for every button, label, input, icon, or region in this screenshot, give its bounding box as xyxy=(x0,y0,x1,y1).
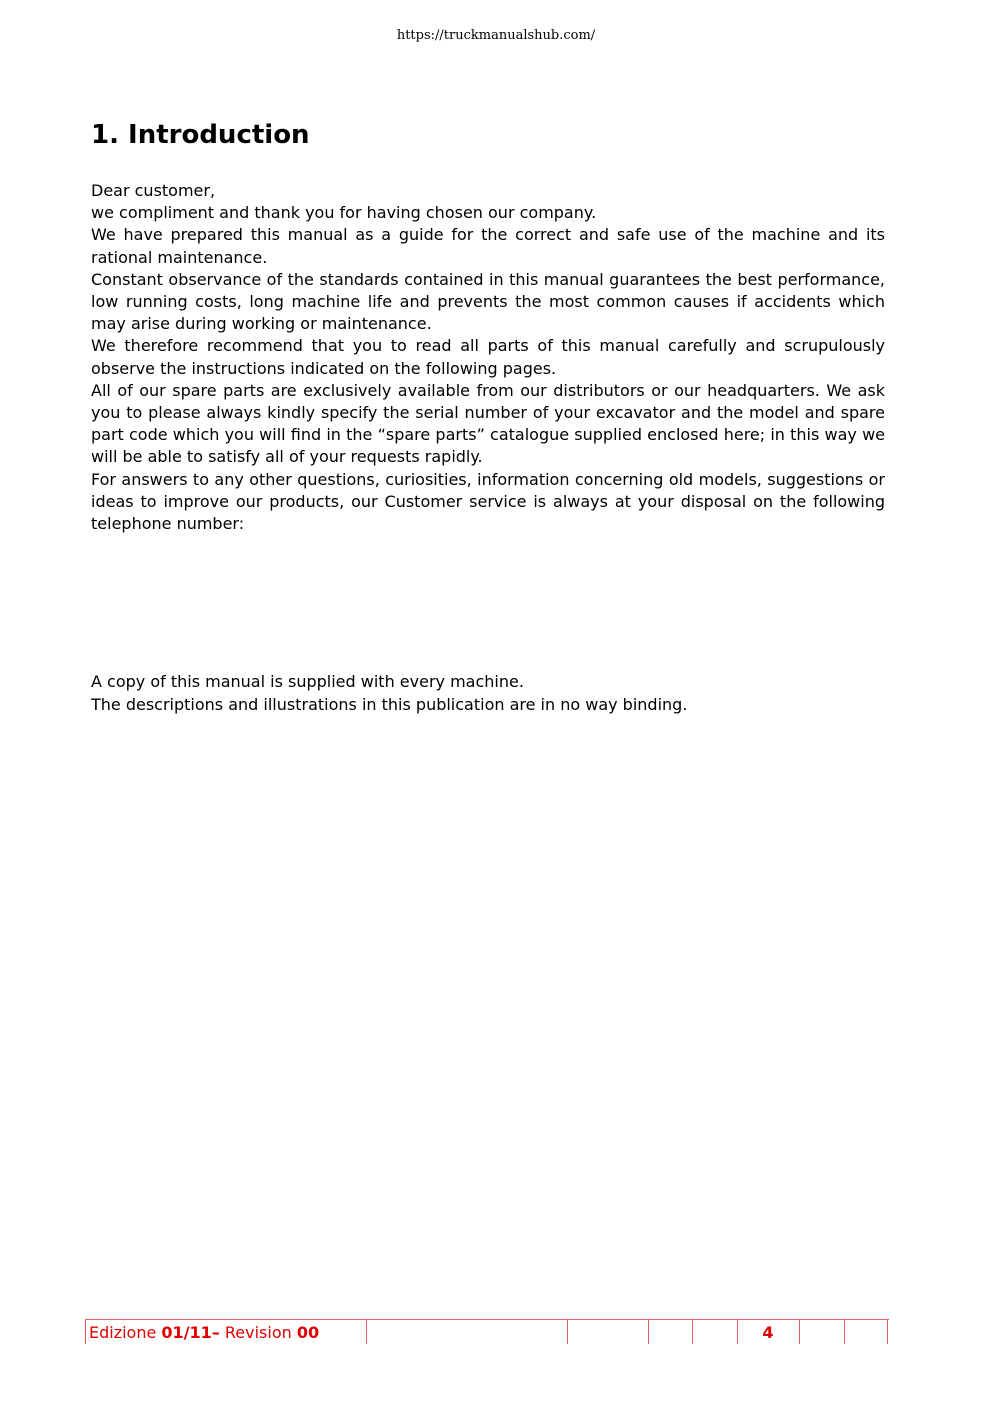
edition-value: 01/11– xyxy=(161,1323,220,1342)
closing-notes xyxy=(91,671,885,716)
edition-label: Edizione xyxy=(89,1323,162,1342)
footer-cell xyxy=(799,1320,844,1344)
footer-cell xyxy=(648,1320,692,1344)
paragraph-thanks: we compliment and thank you for having chosen our company. xyxy=(91,203,597,223)
page-footer xyxy=(85,1319,889,1344)
footer-edition xyxy=(89,1323,319,1342)
section-heading: 1. Introduction xyxy=(91,120,310,150)
revision-label: Revision xyxy=(219,1323,297,1342)
closing-disclaimer: The descriptions and illustrations in this publication are in no way binding. xyxy=(91,694,688,714)
closing-copy-note: A copy of this manual is supplied with every machine. xyxy=(91,672,524,691)
revision-value: 00 xyxy=(296,1323,320,1342)
paragraph-recommendation: We therefore recommend that you to read all parts of this manual carefully and scrupulously observe the instructions indicated on the following pages. xyxy=(91,336,885,378)
footer-cell xyxy=(692,1320,737,1344)
paragraph-manual-purpose: We have prepared this manual as a guide for the correct and safe use of the machine and its rational maintenance. xyxy=(91,225,885,267)
introduction-body xyxy=(91,180,885,535)
paragraph-customer-service: For answers to any other questions, curiosities, information concerning old models, suggestions or ideas to improve our products, our Customer service is always at your disposal on the following telephone number: xyxy=(91,469,885,534)
paragraph-standards: Constant observance of the standards contained in this manual guarantees the best performance, low running costs, long machine life and prevents the most common causes if accidents which may arise during working or maintenance. xyxy=(91,269,885,334)
paragraph-greeting: Dear customer, xyxy=(91,181,216,200)
footer-cell xyxy=(567,1320,648,1344)
header-url[interactable]: https://truckmanualshub.com/ xyxy=(396,28,596,43)
footer-cell xyxy=(844,1320,888,1344)
paragraph-spare-parts: All of our spare parts are exclusively available from our distributors or our headquarters. We ask you to please always kindly specify the serial number of your excavator and the model and spare part code which you will find in the “spare parts” catalogue supplied enclosed here; in this way we will be able to satisfy all of your requests rapidly. xyxy=(91,380,885,467)
footer-cell xyxy=(366,1320,567,1344)
page-number: 4 xyxy=(762,1323,774,1342)
